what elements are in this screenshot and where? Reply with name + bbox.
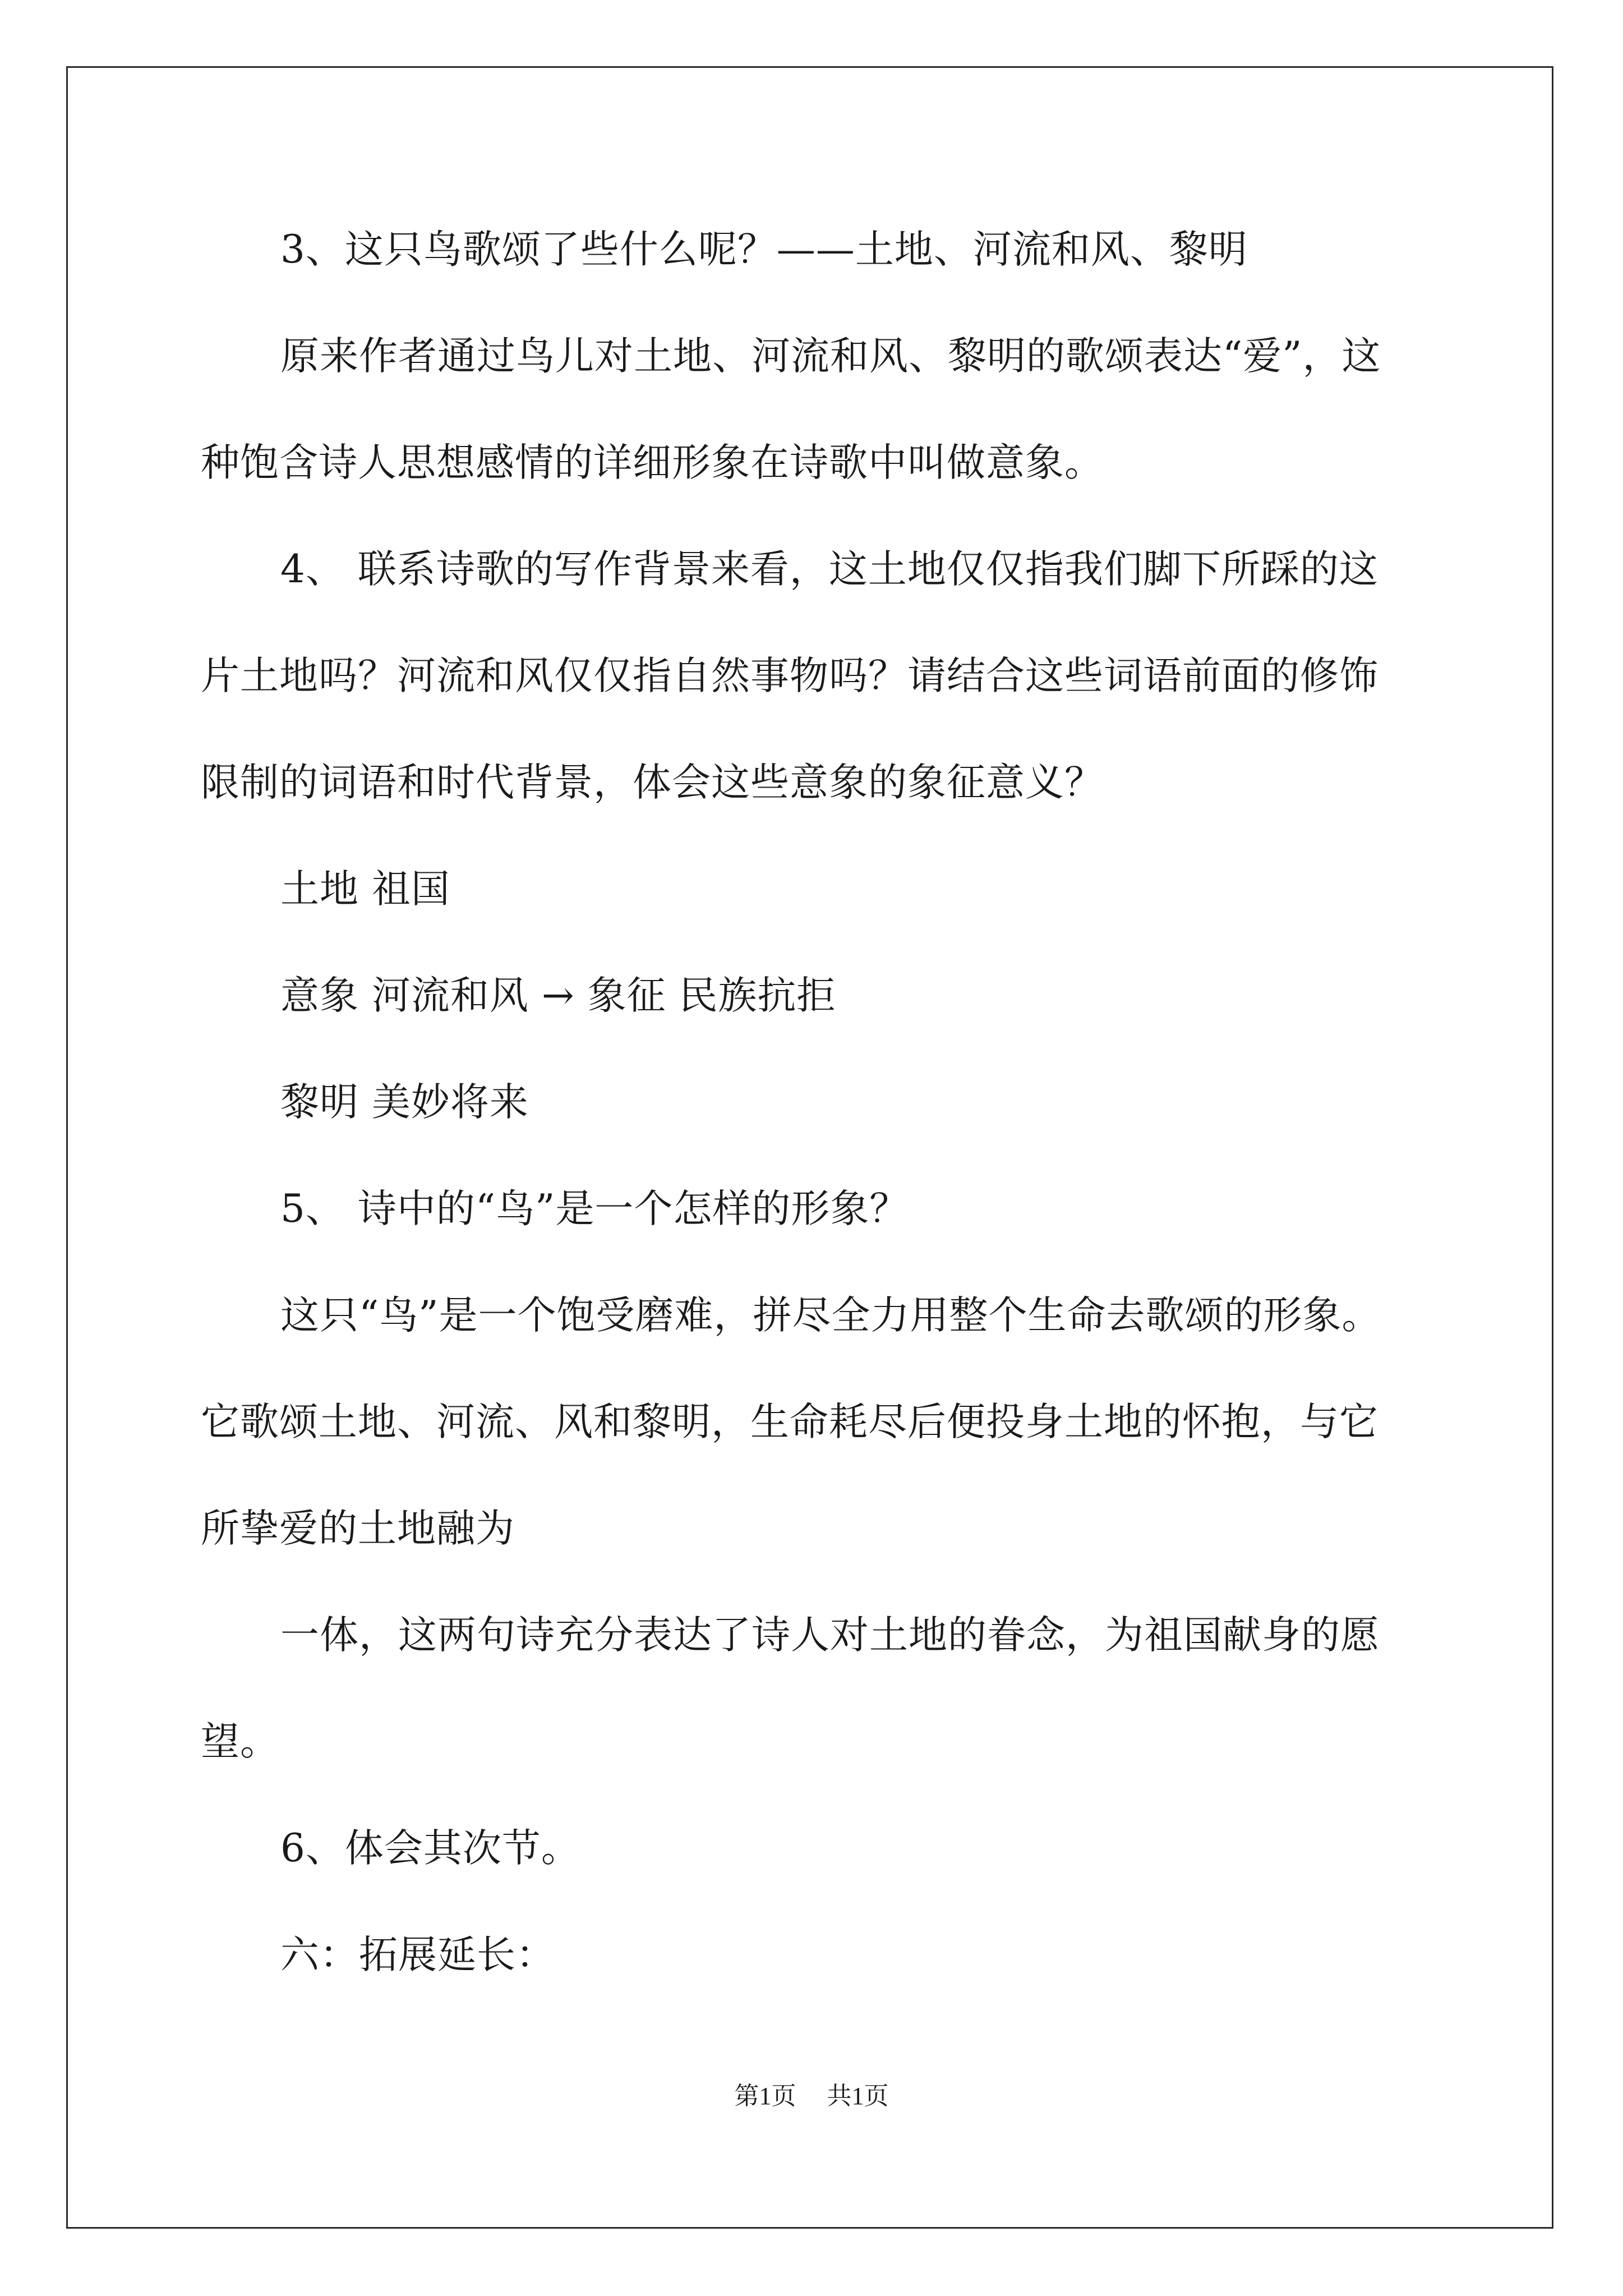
text-line: 6、体会其次节。 (280, 1826, 580, 1871)
text-line: 4、 联系诗歌的写作背景来看，这土地仅仅指我们脚下所踩的这 (280, 547, 1378, 592)
text-line: 黎明 美妙将来 (280, 1080, 529, 1125)
text-line: 限制的词语和时代背景，体会这些意象的象征意义？ (201, 760, 1104, 805)
text-line: 这只“鸟”是一个饱受磨难，拼尽全力用整个生命去歌颂的形象。 (280, 1293, 1381, 1338)
page-number: 第1页 (734, 2082, 796, 2110)
text-line: 3、这只鸟歌颂了些什么呢？——土地、河流和风、黎明 (280, 227, 1248, 272)
text-line: 所挚爱的土地融为 (201, 1506, 515, 1551)
text-line: 六：拓展延长： (280, 1932, 555, 1977)
text-line: 它歌颂土地、河流、风和黎明，生命耗尽后便投身土地的怀抱，与它 (201, 1400, 1378, 1444)
text-line: 片土地吗？河流和风仅仅指自然事物吗？请结合这些词语前面的修饰 (201, 654, 1378, 698)
text-line: 种饱含诗人思想感情的详细形象在诗歌中叫做意象。 (201, 440, 1104, 485)
page-border (66, 66, 1553, 2229)
text-line: 意象 河流和风 → 象征 民族抗拒 (280, 973, 836, 1018)
page-footer (0, 2076, 1623, 2111)
text-line: 原来作者通过鸟儿对土地、河流和风、黎明的歌颂表达“爱”，这 (280, 334, 1381, 379)
total-pages: 共1页 (827, 2082, 889, 2110)
text-line: 一体，这两句诗充分表达了诗人对土地的眷念，为祖国献身的愿 (280, 1613, 1380, 1658)
text-line: 望。 (201, 1719, 279, 1764)
text-line: 5、 诗中的“鸟”是一个怎样的形象？ (280, 1186, 909, 1231)
text-line: 土地 祖国 (280, 867, 450, 912)
